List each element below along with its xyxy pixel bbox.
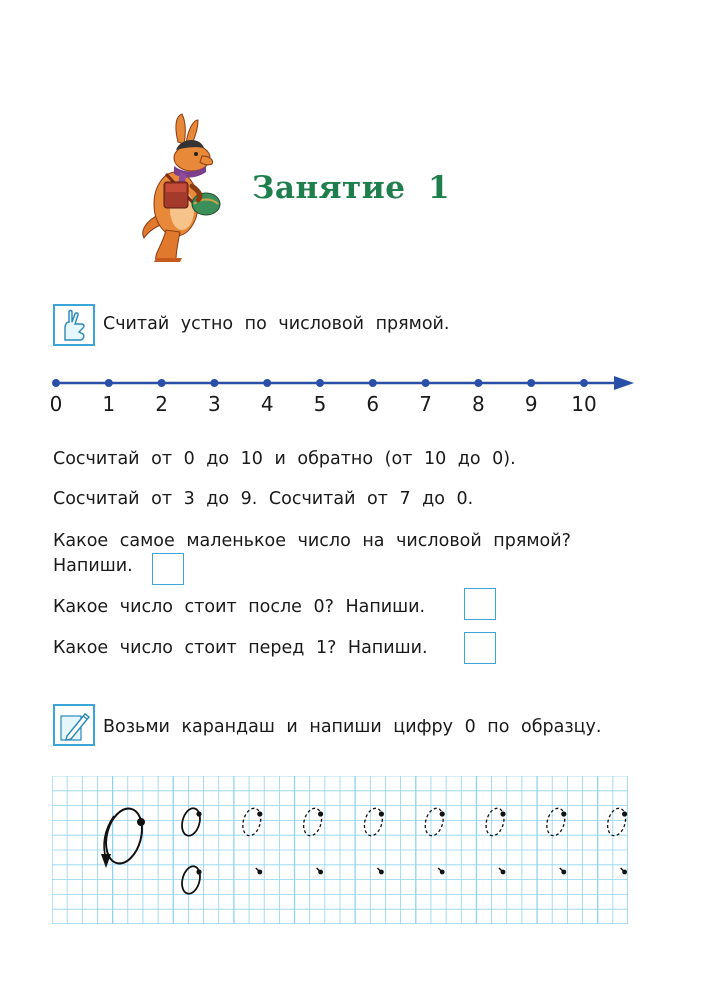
- number-line-label-3: 3: [208, 392, 221, 416]
- number-line-point-7: [422, 379, 430, 387]
- pencil-writing-icon: [53, 704, 95, 746]
- zero-start-point-3: [377, 868, 383, 874]
- zero-start-point-1: [256, 868, 262, 874]
- zero-start-point-6: [560, 868, 566, 874]
- number-line-point-2: [158, 379, 166, 387]
- number-line-label-4: 4: [260, 392, 274, 416]
- number-line-point-0: [52, 379, 60, 387]
- number-line-point-5: [316, 379, 324, 387]
- number-line-point-3: [210, 379, 218, 387]
- sample-zero-with-arrow-icon: [100, 805, 147, 868]
- task1-line-1: Сосчитай от 0 до 10 и обратно (от 10 до 0).: [53, 449, 516, 469]
- question-1-text: Какое самое маленькое число на числовой прямой?: [53, 531, 571, 551]
- number-line-label-5: 5: [313, 392, 327, 416]
- dashed-zero-trace-4: [422, 806, 446, 837]
- number-line: [40, 372, 640, 396]
- lesson-title: Занятие 1: [252, 170, 451, 206]
- number-line-arrow-icon: [614, 376, 634, 390]
- number-line-point-4: [263, 379, 271, 387]
- number-line-point-6: [369, 379, 377, 387]
- zero-start-point-2: [317, 868, 323, 874]
- question-2-text: Какое число стоит после 0? Напиши.: [53, 597, 426, 617]
- zero-start-point-7: [621, 868, 627, 874]
- solid-zero-sample: [179, 806, 203, 837]
- number-line-point-10: [580, 379, 588, 387]
- number-line-label-0: 0: [49, 392, 63, 416]
- zero-start-point-4: [438, 868, 444, 874]
- number-line-label-8: 8: [472, 392, 485, 416]
- dashed-zero-trace-3: [362, 806, 386, 837]
- answer-box-2[interactable]: [464, 588, 496, 620]
- task2-instruction: Возьми карандаш и напиши цифру 0 по образцу.: [103, 717, 602, 737]
- number-line-label-2: 2: [155, 392, 168, 416]
- answer-box-3[interactable]: [464, 632, 496, 664]
- task1-line-2: Сосчитай от 3 до 9. Сосчитай от 7 до 0.: [53, 489, 474, 509]
- dashed-zero-trace-6: [544, 806, 568, 837]
- number-line-point-1: [105, 379, 113, 387]
- number-line-label-7: 7: [419, 392, 432, 416]
- number-line-label-9: 9: [524, 392, 538, 416]
- dashed-zero-trace-2: [301, 806, 325, 837]
- answer-box-1[interactable]: [152, 553, 184, 585]
- task1-instruction: Считай устно по числовой прямой.: [103, 314, 450, 334]
- dashed-zero-trace-5: [483, 806, 507, 837]
- question-1-text-line2: Напиши.: [53, 556, 133, 576]
- number-line-point-8: [474, 379, 482, 387]
- kangaroo-mascot-icon: [136, 112, 226, 264]
- writing-grid: [52, 776, 628, 924]
- number-line-point-9: [527, 379, 535, 387]
- question-3-text: Какое число стоит перед 1? Напиши.: [53, 638, 428, 658]
- dashed-zero-trace-1: [240, 806, 264, 837]
- counting-hand-icon: [53, 304, 95, 346]
- number-line-label-6: 6: [366, 392, 380, 416]
- dashed-zero-trace-7: [605, 806, 628, 837]
- number-line-label-10: 10: [571, 392, 597, 416]
- number-line-label-1: 1: [102, 392, 116, 416]
- zero-start-point-5: [499, 868, 505, 874]
